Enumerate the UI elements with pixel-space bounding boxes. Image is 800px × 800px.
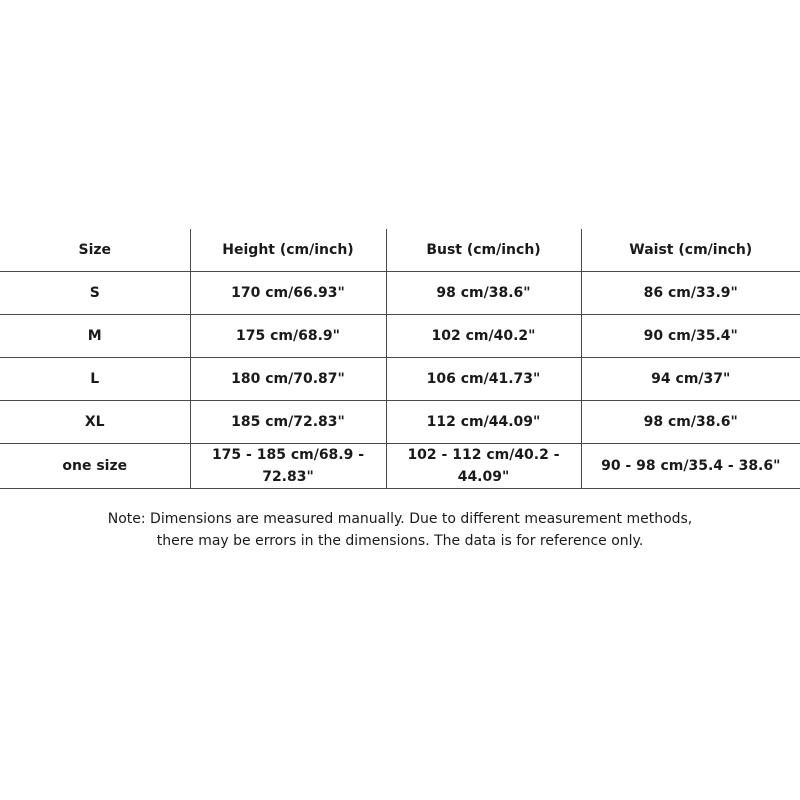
- cell-waist: 86 cm/33.9": [581, 271, 800, 314]
- table-row: [0, 271, 800, 314]
- cell-bust: 102 - 112 cm/40.2 - 44.09": [386, 443, 581, 488]
- cell-waist: 90 cm/35.4": [581, 314, 800, 357]
- cell-size: one size: [0, 443, 190, 488]
- header-size: Size: [0, 229, 190, 271]
- cell-bust: 102 cm/40.2": [386, 314, 581, 357]
- table-row: [0, 443, 800, 488]
- table-header-row: [0, 229, 800, 271]
- cell-size: M: [0, 314, 190, 357]
- header-bust: Bust (cm/inch): [386, 229, 581, 271]
- size-chart-table: [0, 229, 800, 489]
- cell-size: XL: [0, 400, 190, 443]
- cell-height: 185 cm/72.83": [190, 400, 386, 443]
- table-row: [0, 314, 800, 357]
- cell-height: 170 cm/66.93": [190, 271, 386, 314]
- cell-height: 175 - 185 cm/68.9 - 72.83": [190, 443, 386, 488]
- cell-size: L: [0, 357, 190, 400]
- cell-bust: 112 cm/44.09": [386, 400, 581, 443]
- cell-height: 175 cm/68.9": [190, 314, 386, 357]
- header-waist: Waist (cm/inch): [581, 229, 800, 271]
- note-line-2: there may be errors in the dimensions. The data is for reference only.: [156, 533, 644, 549]
- measurement-note: [0, 508, 800, 552]
- cell-height: 180 cm/70.87": [190, 357, 386, 400]
- note-line-1: Note: Dimensions are measured manually. Due to different measurement methods,: [107, 511, 693, 527]
- table-row: [0, 357, 800, 400]
- cell-bust: 98 cm/38.6": [386, 271, 581, 314]
- cell-bust: 106 cm/41.73": [386, 357, 581, 400]
- cell-waist: 98 cm/38.6": [581, 400, 800, 443]
- table-row: [0, 400, 800, 443]
- cell-waist: 90 - 98 cm/35.4 - 38.6": [581, 443, 800, 488]
- cell-waist: 94 cm/37": [581, 357, 800, 400]
- cell-size: S: [0, 271, 190, 314]
- header-height: Height (cm/inch): [190, 229, 386, 271]
